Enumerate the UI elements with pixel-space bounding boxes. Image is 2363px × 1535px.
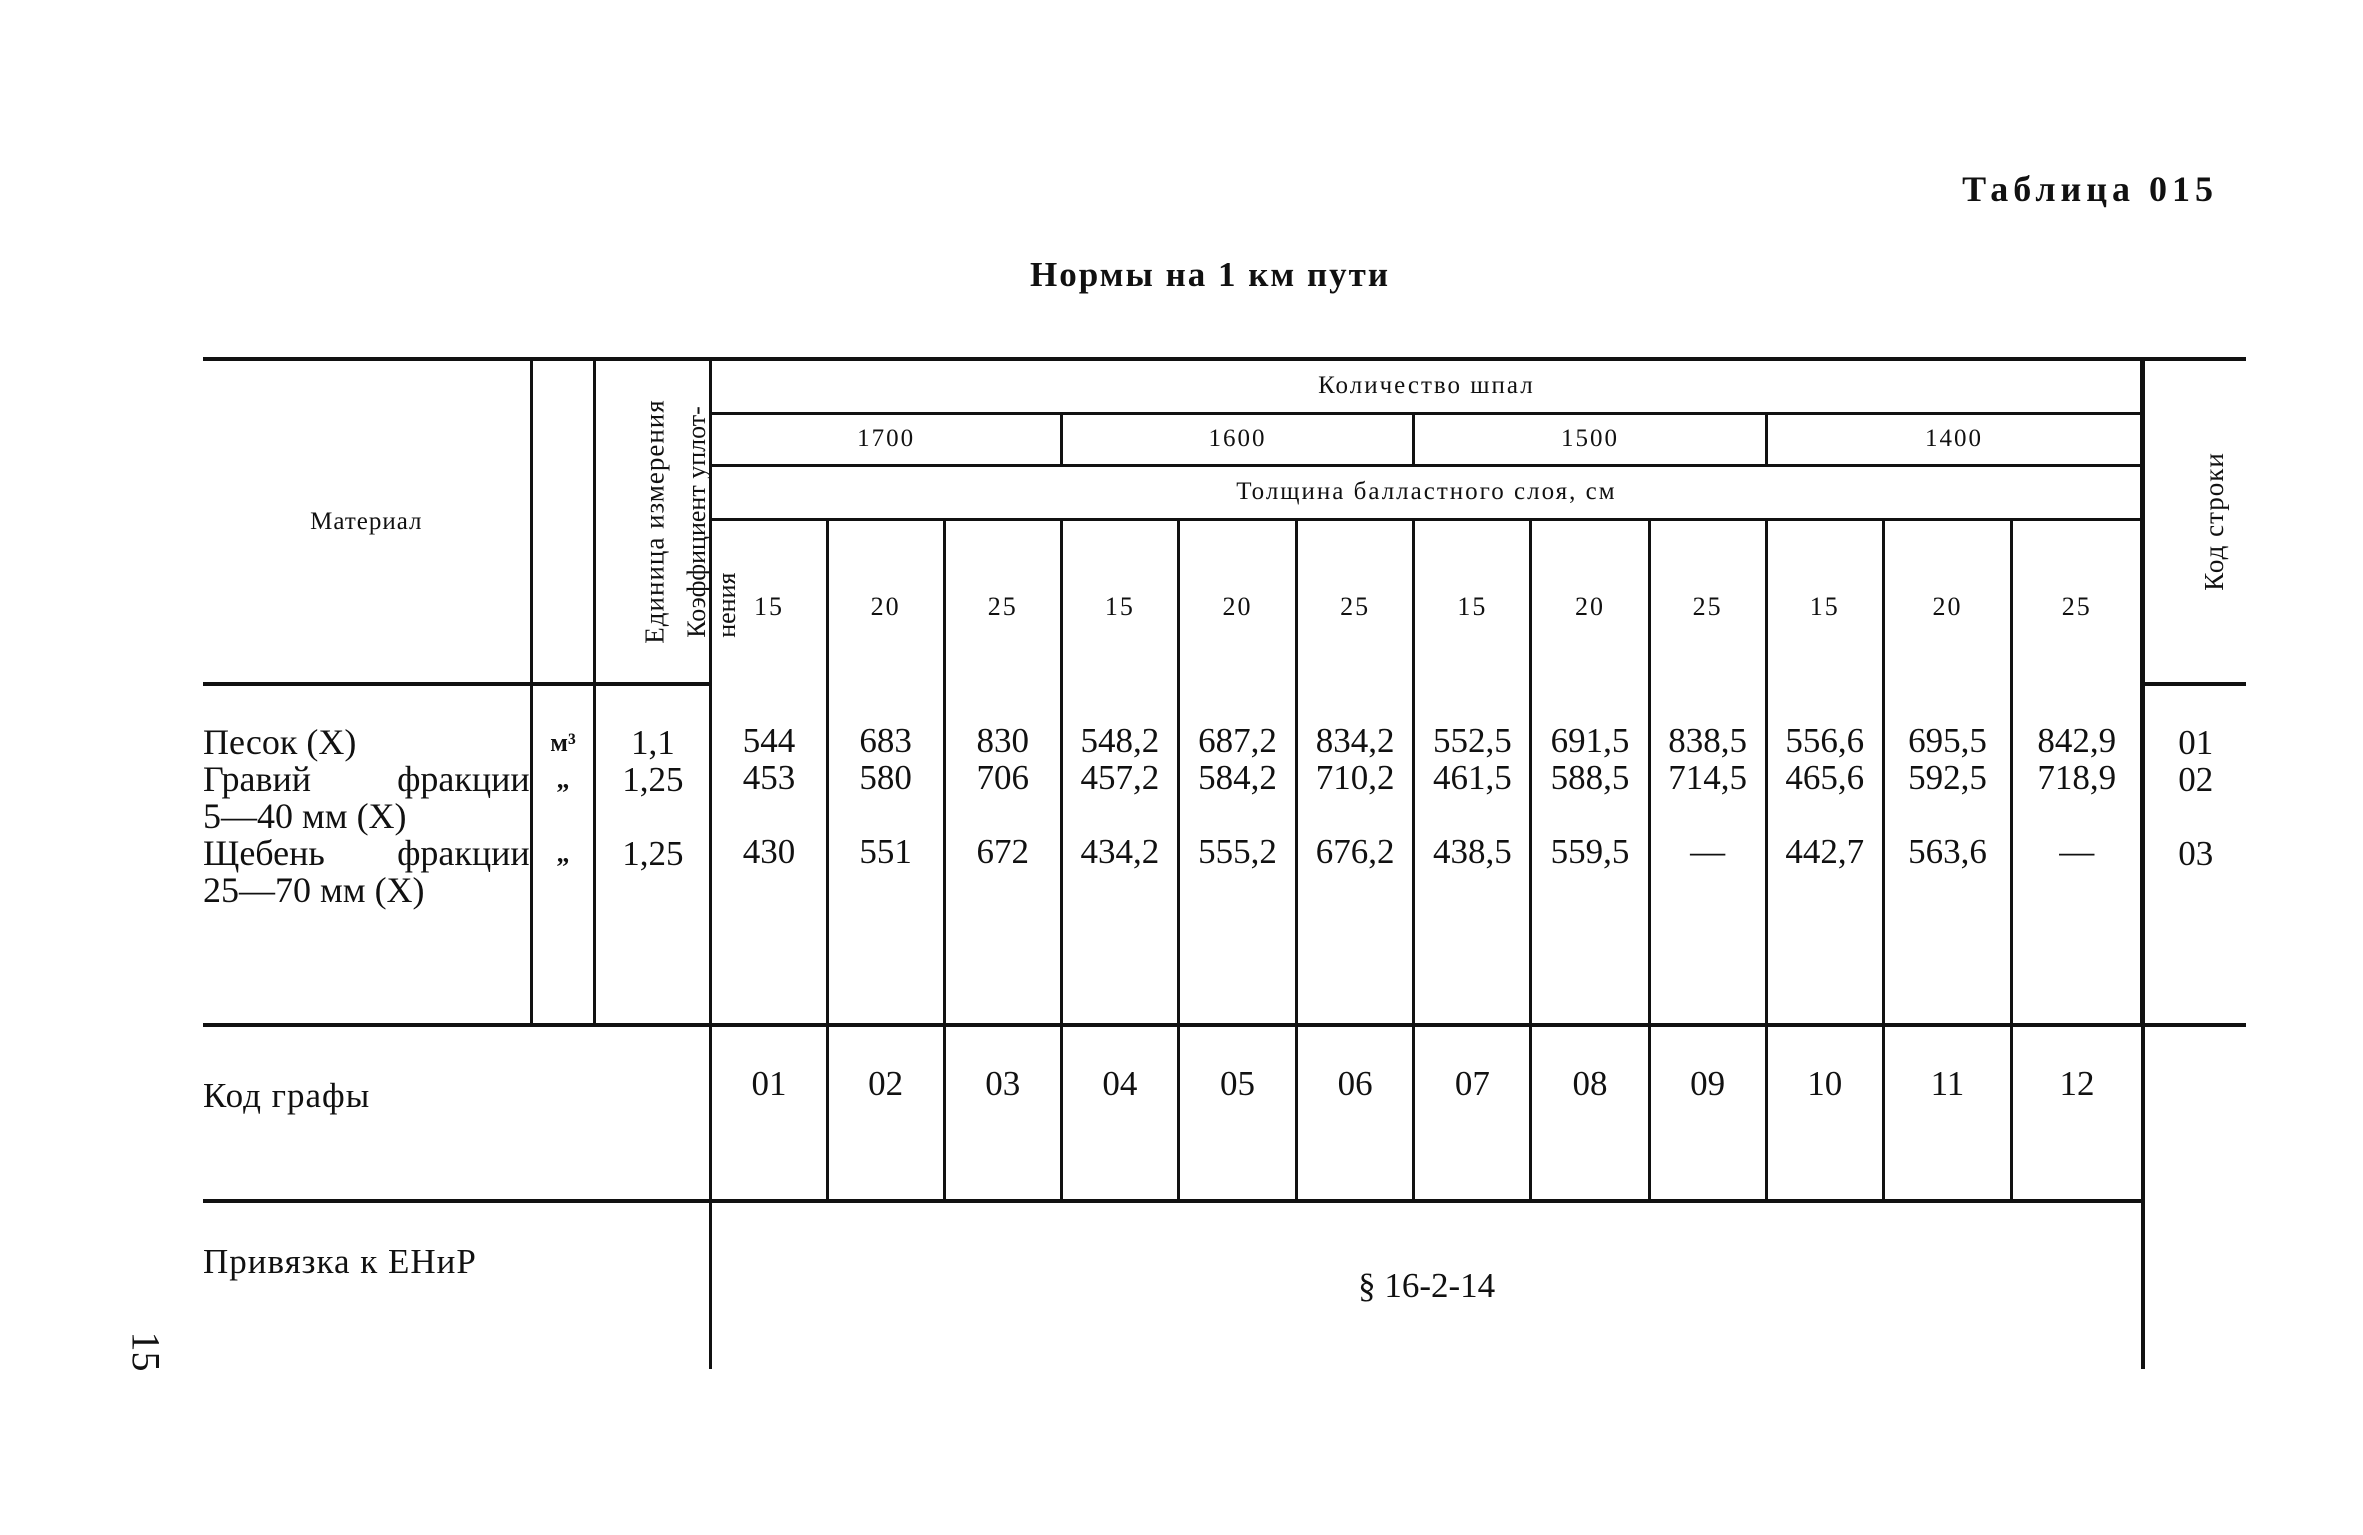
sleeper-count-2: 1600 — [1061, 413, 1413, 465]
cell-value: 584,2 — [1198, 758, 1277, 797]
header-count: Количество шпал — [711, 359, 2143, 413]
column-code-2: 02 — [827, 1025, 944, 1201]
reference-value: § 16-2-14 — [711, 1201, 2143, 1369]
row-code-value: 03 — [2178, 834, 2214, 873]
column-code-4: 04 — [1061, 1025, 1178, 1201]
column-code-5: 05 — [1178, 1025, 1296, 1201]
thickness-9: 25 — [1649, 519, 1766, 684]
column-code-11: 11 — [1883, 1025, 2011, 1201]
reference-empty — [2143, 1201, 2246, 1369]
cell-value: 592,5 — [1908, 758, 1987, 797]
col-10 — [1766, 684, 1883, 1025]
cell-value: 676,2 — [1315, 832, 1395, 871]
cell-value: 830 — [976, 721, 1029, 760]
thickness-4: 15 — [1061, 519, 1178, 684]
row-spacer — [596, 798, 709, 835]
cell-value: 442,7 — [1785, 832, 1865, 871]
cell-value: 453 — [742, 758, 796, 797]
unit-value: м³ — [550, 728, 576, 757]
thickness-8: 20 — [1531, 519, 1649, 684]
cell-value: 430 — [742, 832, 796, 871]
row-spacer — [2145, 872, 2246, 909]
col-11 — [1883, 684, 2011, 1025]
row-code-value: 01 — [2178, 723, 2214, 762]
unit-cell — [531, 684, 595, 1025]
coef-value: 1,25 — [622, 760, 684, 799]
header-row-code-label: Код строки — [2199, 452, 2230, 591]
cell-value: 544 — [742, 721, 796, 760]
row-spacer — [533, 872, 594, 909]
row-spacer — [712, 870, 825, 907]
thickness-6: 25 — [1297, 519, 1414, 684]
row-spacer — [1298, 796, 1412, 833]
material-name: Щебень фракции — [203, 833, 530, 873]
cell-value: 438,5 — [1432, 832, 1512, 871]
cell-value: 842,9 — [2037, 721, 2117, 760]
cell-value: 580 — [859, 758, 912, 797]
material-name: Песок (X) — [203, 722, 357, 762]
cell-value: 588,5 — [1550, 758, 1630, 797]
cell-value: 556,6 — [1785, 721, 1865, 760]
thickness-11: 20 — [1883, 519, 2011, 684]
row-code-cell — [2143, 684, 2246, 1025]
row-spacer — [1651, 870, 1765, 907]
column-code-8: 08 — [1531, 1025, 1649, 1201]
cell-value: 683 — [859, 721, 912, 760]
row-spacer — [1415, 796, 1529, 833]
cell-value: 465,6 — [1785, 758, 1865, 797]
unit-list — [533, 724, 594, 909]
data-body — [203, 684, 2246, 1025]
row-spacer — [946, 870, 1060, 907]
thickness-10: 15 — [1766, 519, 1883, 684]
cell-value: 834,2 — [1315, 721, 1395, 760]
thickness-1: 15 — [711, 519, 827, 684]
thickness-2: 20 — [827, 519, 944, 684]
row-code-list — [2145, 724, 2246, 909]
cell-value: 706 — [976, 758, 1029, 797]
cell-value: 672 — [976, 832, 1029, 871]
column-code-7: 07 — [1414, 1025, 1531, 1201]
cell-value: 691,5 — [1550, 721, 1630, 760]
row-spacer — [1768, 796, 1882, 833]
row-spacer — [1885, 870, 2010, 907]
cell-value: 714,5 — [1668, 758, 1747, 797]
unit-value: „ — [556, 839, 570, 868]
col-7 — [1414, 684, 1531, 1025]
cell-value: 551 — [859, 832, 912, 871]
header-coef-label — [682, 406, 742, 638]
row-spacer — [1532, 796, 1647, 833]
row-spacer — [1180, 796, 1295, 833]
cell-value: 838,5 — [1668, 721, 1747, 760]
row-spacer — [1651, 796, 1765, 833]
col-2 — [827, 684, 944, 1025]
row-spacer — [1063, 796, 1177, 833]
row-spacer — [1063, 870, 1177, 907]
cell-value: — — [1690, 832, 1726, 871]
sleeper-count-4: 1400 — [1766, 413, 2143, 465]
row-spacer — [712, 796, 825, 833]
table-title: Нормы на 1 км пути — [1030, 255, 1391, 294]
row-spacer — [2013, 796, 2140, 833]
row-spacer — [946, 796, 1060, 833]
col-12 — [2012, 684, 2143, 1025]
reference-row — [203, 1201, 2246, 1369]
header-unit-label: Единица измерения — [639, 399, 670, 644]
col-1 — [711, 684, 827, 1025]
column-code-12: 12 — [2012, 1025, 2143, 1201]
coef-list — [596, 724, 709, 909]
column-code-empty — [2143, 1025, 2246, 1201]
cell-value: 457,2 — [1080, 758, 1160, 797]
coef-cell — [595, 684, 711, 1025]
row-spacer — [2145, 798, 2246, 835]
col-8 — [1531, 684, 1649, 1025]
column-code-label: Код графы — [203, 1025, 711, 1201]
row-spacer — [829, 870, 943, 907]
coef-value: 1,1 — [630, 723, 675, 762]
col-6 — [1297, 684, 1414, 1025]
header-unit — [531, 359, 670, 684]
header-material: Материал — [203, 359, 531, 684]
sleeper-count-1: 1700 — [711, 413, 1061, 465]
sleeper-count-3: 1500 — [1414, 413, 1766, 465]
material-cell — [203, 684, 531, 1025]
header-row-code — [2143, 359, 2246, 684]
material-name: 25—70 мм (X) — [203, 870, 425, 910]
row-spacer — [1532, 870, 1647, 907]
thickness-12: 25 — [2012, 519, 2143, 684]
cell-value: 718,9 — [2037, 758, 2117, 797]
table-label: Таблица 015 — [1962, 169, 2218, 209]
row-spacer — [829, 796, 943, 833]
cell-value: 548,2 — [1080, 721, 1160, 760]
column-code-10: 10 — [1766, 1025, 1883, 1201]
material-list — [203, 724, 530, 909]
row-spacer — [1415, 870, 1529, 907]
reference-label: Привязка к ЕНиР — [203, 1201, 711, 1369]
material-name: Гравий фракции — [203, 759, 530, 799]
cell-value: 555,2 — [1198, 832, 1277, 871]
thickness-7: 15 — [1414, 519, 1531, 684]
cell-value: 552,5 — [1432, 721, 1512, 760]
row-spacer — [1768, 870, 1882, 907]
row-spacer — [1180, 870, 1295, 907]
cell-value: — — [2059, 832, 2095, 871]
col-4 — [1061, 684, 1178, 1025]
row-spacer — [1885, 796, 2010, 833]
cell-value: 461,5 — [1432, 758, 1512, 797]
coef-value: 1,25 — [622, 834, 684, 873]
col-9 — [1649, 684, 1766, 1025]
page-number: 15 — [123, 1331, 169, 1372]
cell-value: 687,2 — [1198, 721, 1277, 760]
row-code-value: 02 — [2178, 760, 2214, 799]
cell-value: 559,5 — [1550, 832, 1630, 871]
row-spacer — [533, 798, 594, 835]
thickness-5: 20 — [1178, 519, 1296, 684]
header-thickness: Толщина балластного слоя, см — [711, 465, 2143, 519]
norms-table — [203, 357, 2246, 1369]
row-spacer — [596, 872, 709, 909]
cell-value: 710,2 — [1315, 758, 1395, 797]
column-code-6: 06 — [1297, 1025, 1414, 1201]
column-code-1: 01 — [711, 1025, 827, 1201]
header-coef-line1: Коэффициент уплот- — [682, 405, 712, 638]
column-code-3: 03 — [944, 1025, 1061, 1201]
thickness-3: 25 — [944, 519, 1061, 684]
col-5 — [1178, 684, 1296, 1025]
cell-value: 434,2 — [1080, 832, 1160, 871]
column-code-row — [203, 1025, 2246, 1201]
cell-value: 563,6 — [1908, 832, 1987, 871]
column-code-9: 09 — [1649, 1025, 1766, 1201]
header-coef-line2: нения — [712, 572, 742, 638]
col-3 — [944, 684, 1061, 1025]
cell-value: 695,5 — [1908, 721, 1987, 760]
row-spacer — [2013, 870, 2140, 907]
unit-value: „ — [556, 765, 570, 794]
material-name: 5—40 мм (X) — [203, 796, 407, 836]
row-spacer — [1298, 870, 1412, 907]
